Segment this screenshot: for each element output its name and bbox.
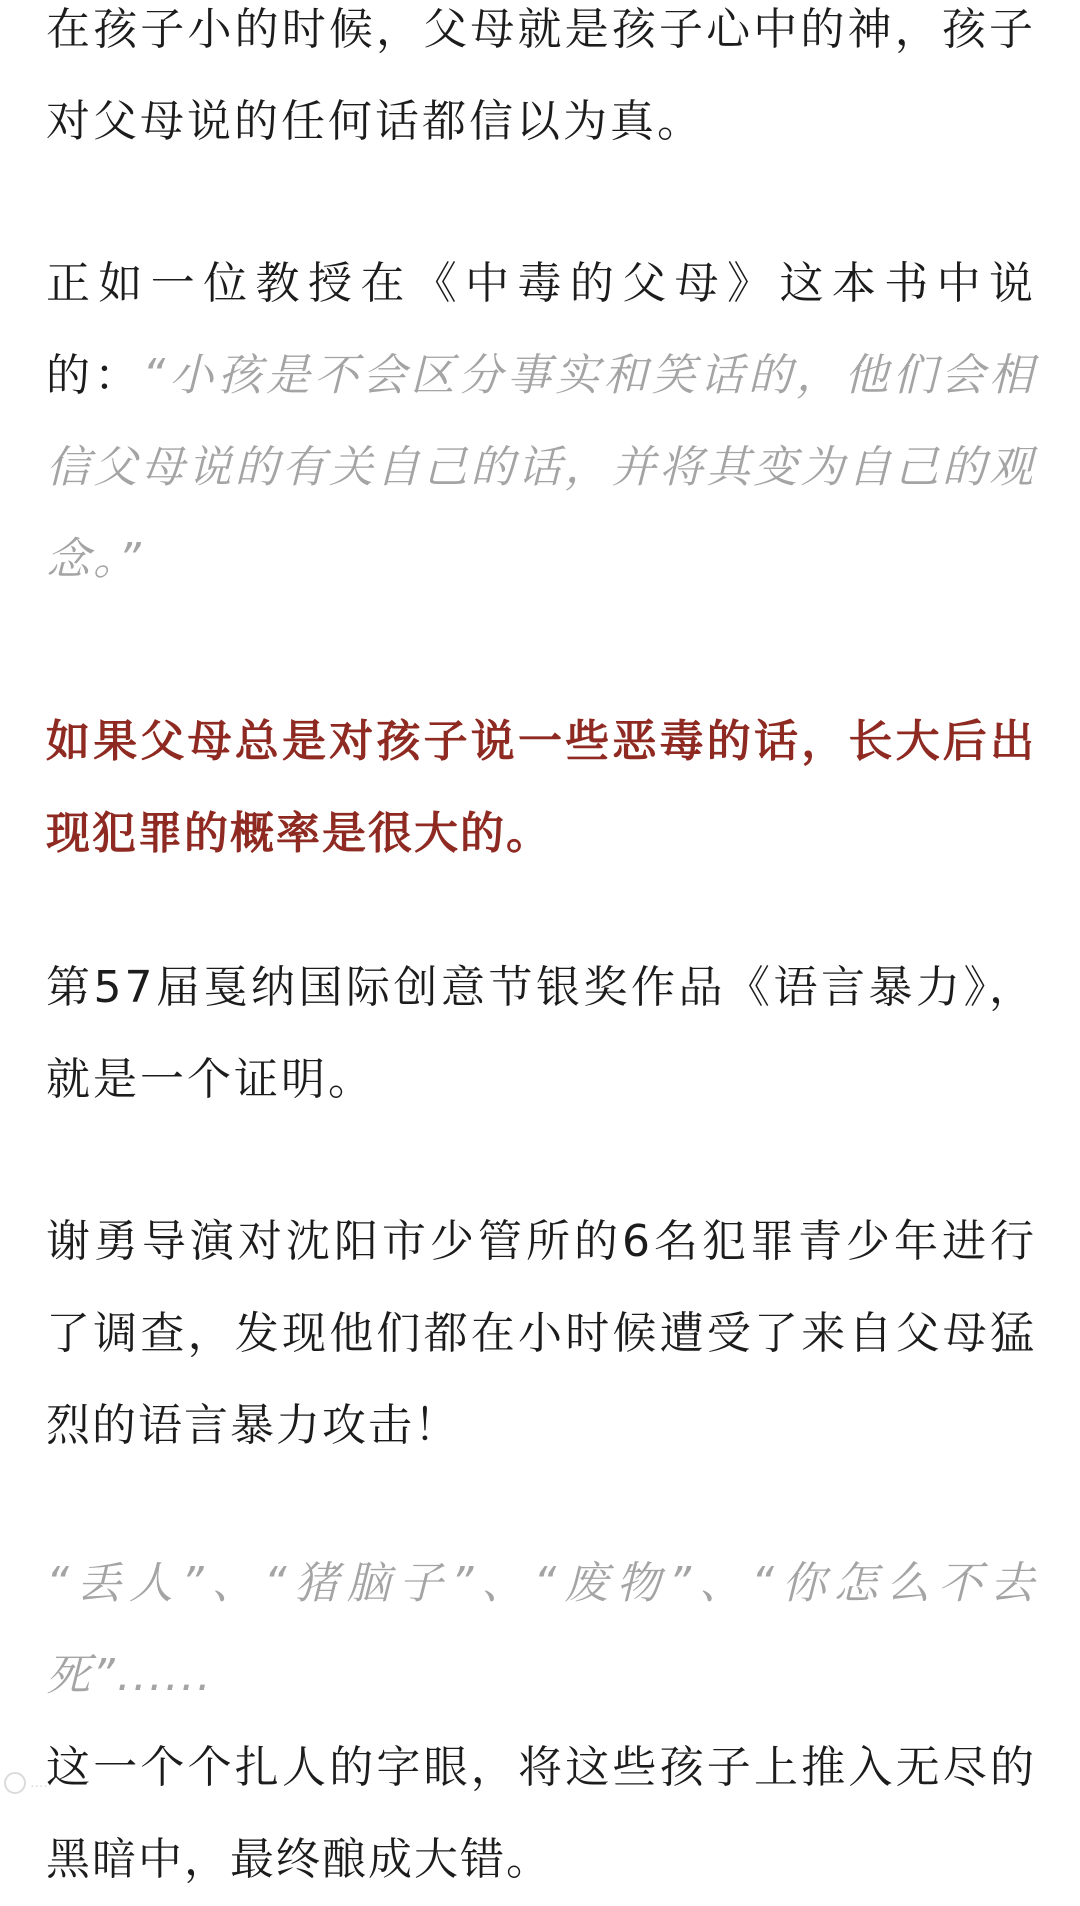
hurtful-words-quote: “丢人”、“猪脑子”、“废物”、“你怎么不去死”...... [46, 1558, 1036, 1701]
paragraph-text: 第57届戛纳国际创意节银奖作品《语言暴力》，就是一个证明。 [46, 962, 1036, 1105]
watermark [4, 1772, 48, 1794]
paragraph-text: 这一个个扎人的字眼，将这些孩子上推入无尽的黑暗中，最终酿成大错。 [46, 1742, 1036, 1885]
emphasis-text: 如果父母总是对孩子说一些恶毒的话，长大后出现犯罪的概率是很大的。 [46, 716, 1036, 859]
watermark-text: .... [30, 1774, 48, 1791]
paragraph-parents-as-gods [46, 0, 1036, 168]
book-quote: “小孩是不会区分事实和笑话的，他们会相信父母说的有关自己的话，并将其变为自己的观念。” [46, 350, 1036, 585]
watermark-logo-icon [4, 1772, 26, 1794]
paragraph-hurtful-words [46, 1538, 1036, 1906]
paragraph-lead-text: 正如一位教授在《中毒的父母》这本书中说的： [46, 258, 1036, 401]
paragraph-director-survey [46, 1196, 1036, 1472]
paragraph-emphasis-crime [46, 696, 1036, 880]
paragraph-cannes-award [46, 942, 1036, 1126]
paragraph-text: 在孩子小的时候，父母就是孩子心中的神，孩子对父母说的任何话都信以为真。 [46, 4, 1036, 147]
paragraph-text: 谢勇导演对沈阳市少管所的6名犯罪青少年进行了调查，发现他们都在小时候遭受了来自父母猛烈的语言暴力攻击！ [46, 1216, 1036, 1451]
paragraph-professor-quote [46, 238, 1036, 606]
